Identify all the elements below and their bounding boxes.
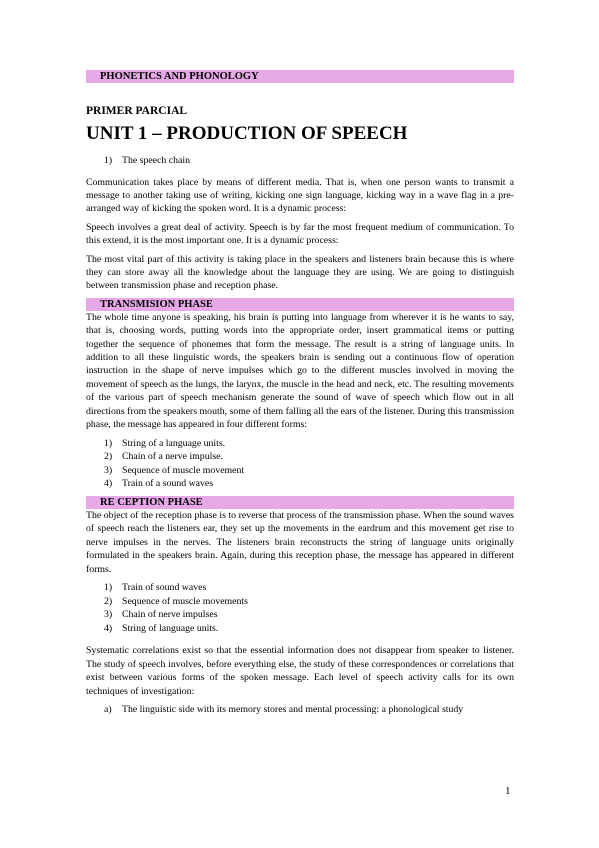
list-marker: 1): [104, 155, 113, 166]
section-list: [86, 154, 514, 168]
list-marker: 3): [104, 464, 113, 476]
transmission-forms-list: [86, 437, 514, 491]
list-item-text: Train of a sound waves: [122, 478, 214, 490]
list-item-text: The linguistic side with its memory stores and mental processing: a phonological study: [122, 703, 464, 715]
list-item: [86, 581, 514, 595]
list-marker: 2): [104, 595, 113, 607]
list-marker: 3): [104, 609, 113, 621]
paragraph-reception: The object of the reception phase is to reverse that process of the transmission phase. When the sound waves of speech reach the listeners ear, they set up the movements in the eardrum and this movement get rise to nerve impulses in the nerves. The listeners brain reconstructs the string of language units originally formulated in the speakers brain. Again, during this reception phase, the message has appeared in different forms.: [86, 509, 514, 575]
exam-label: PRIMER PARCIAL: [86, 105, 188, 117]
list-item: [86, 437, 514, 451]
page-number: 1: [505, 785, 511, 797]
paragraph-correlations: Systematic correlations exist so that the essential information does not disappear from speaker to listener. The study of speech involves, before everything else, the study of these correspondences or correlations that exist between various forms of the spoken message. Each level of speech activity calls for its own techniques of investigation:: [86, 645, 514, 697]
list-item: [86, 477, 514, 491]
list-item-text: String of language units.: [122, 622, 219, 634]
course-title-band: PHONETICS AND PHONOLOGY: [86, 70, 514, 83]
list-marker: a): [104, 703, 112, 715]
list-item-text: Train of sound waves: [122, 581, 207, 593]
list-item-text: Sequence of muscle movements: [122, 595, 248, 607]
page-content: [86, 70, 514, 717]
list-item-text: Sequence of muscle movement: [122, 464, 245, 476]
list-marker: 4): [104, 478, 113, 490]
paragraph-transmission: The whole time anyone is speaking, his brain is putting into language from wherever it is he wants to say, that is, choosing words, putting words into the appropriate order, insert grammatical items or putting together the sequence of phonemes that form the message. The result is a string of language units. In addition to all these linguistic words, the speakers brain is sending out a continuous flow of operation instruction in the shape of nerve impulses which go to the different muscles involved in moving the movement of speech as the lungs, the larynx, the muscle in the head and neck, etc. The resulting movements of the various part of speech mechanism generate the sound of wave of speech which flow out in all directions from the speakers mouth, some of them falling all the ears of the listener. During this transmission phase, the message has appeared in four different forms:: [86, 311, 514, 431]
list-item: [86, 622, 514, 636]
list-marker: 2): [104, 451, 113, 463]
list-marker: 1): [104, 437, 113, 449]
list-marker: 1): [104, 581, 113, 593]
section-title: The speech chain: [122, 155, 190, 166]
paragraph-speech-activity: Speech involves a great deal of activity. Speech is by far the most frequent medium of communication. To this extend, it is the most important one. It is a dynamic process:: [86, 221, 514, 247]
list-item: [86, 595, 514, 609]
list-item: [86, 703, 514, 717]
list-item-text: String of a language units.: [122, 437, 226, 449]
list-item: [86, 608, 514, 622]
reception-forms-list: [86, 581, 514, 635]
section-item-speech-chain: [86, 154, 514, 168]
list-item: [86, 464, 514, 478]
investigation-list: [86, 703, 514, 717]
reception-heading: RE CEPTION PHASE: [86, 496, 514, 509]
list-item-text: Chain of a nerve impulse.: [122, 451, 223, 463]
paragraph-brain: The most vital part of this activity is taking place in the speakers and listeners brain because this is where they can store away all the knowledge about the language they are using. We are going to distinguish between transmission phase and reception phase.: [86, 253, 514, 292]
list-marker: 4): [104, 622, 113, 634]
unit-title: UNIT 1 – PRODUCTION OF SPEECH: [86, 123, 408, 144]
transmission-heading: TRANSMISION PHASE: [86, 298, 514, 311]
paragraph-communication: Communication takes place by means of different media. That is, when one person wants to transmit a message to another taking use of writing, kicking one sign language, kicking way in a wave flag in a pre-arranged way of kicking the spoken word. It is a dynamic process:: [86, 176, 514, 215]
list-item-text: Chain of nerve impulses: [122, 609, 218, 621]
list-item: [86, 450, 514, 464]
